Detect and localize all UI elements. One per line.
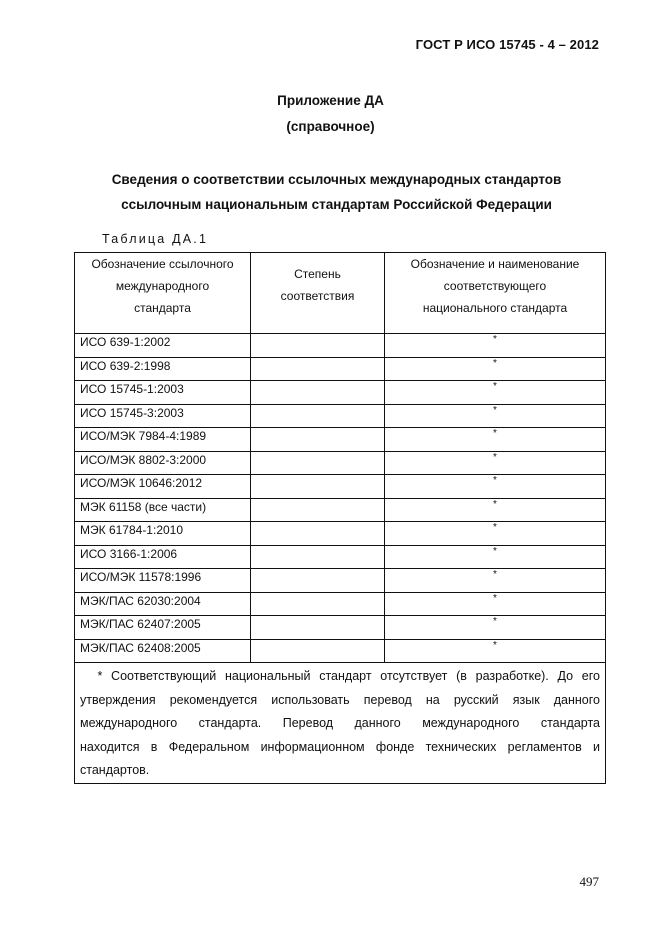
table-row (75, 451, 606, 475)
cell-designation: ИСО 3166-1:2006 (75, 545, 251, 569)
document-designation: ГОСТ Р ИСО 15745 - 4 – 2012 (415, 37, 599, 52)
column-header-line: международного (115, 279, 210, 293)
cell-designation: ИСО 15745-1:2003 (75, 381, 251, 405)
cell-national: * (385, 475, 606, 499)
cell-national: * (385, 592, 606, 616)
column-header-degree (251, 253, 385, 334)
cell-national: * (385, 545, 606, 569)
table-row (75, 569, 606, 593)
section-heading-line-1: Сведения о соответствии ссылочных международных стандартов (111, 172, 562, 187)
column-header-national (385, 253, 606, 334)
cell-designation: ИСО 15745-3:2003 (75, 404, 251, 428)
cell-national: * (385, 451, 606, 475)
table-row (75, 475, 606, 499)
footnote-line: международного стандарта. Перевод данного международного стандарта (80, 716, 600, 730)
cell-degree (251, 357, 385, 381)
footnote-line: стандартов. (80, 763, 150, 777)
table-caption: Таблица ДА.1 (102, 232, 209, 246)
column-header-line: национального стандарта (422, 301, 568, 315)
cell-degree (251, 404, 385, 428)
cell-designation: МЭК/ПАС 62407:2005 (75, 616, 251, 640)
cell-degree (251, 334, 385, 358)
section-heading (0, 167, 661, 217)
cell-national: * (385, 616, 606, 640)
table-row (75, 522, 606, 546)
correspondence-table (74, 252, 606, 784)
table-row (75, 381, 606, 405)
table-row (75, 428, 606, 452)
table-body (75, 334, 606, 784)
table-row (75, 404, 606, 428)
cell-designation: МЭК 61784-1:2010 (75, 522, 251, 546)
table-row (75, 616, 606, 640)
cell-degree (251, 639, 385, 663)
section-heading-line-2: ссылочным национальным стандартам Российской Федерации (121, 197, 552, 212)
cell-degree (251, 592, 385, 616)
cell-degree (251, 545, 385, 569)
page-number: 497 (579, 874, 599, 889)
table-note-row (75, 663, 606, 784)
cell-designation: ИСО/МЭК 11578:1996 (75, 569, 251, 593)
cell-degree (251, 569, 385, 593)
cell-designation: ИСО/МЭК 10646:2012 (75, 475, 251, 499)
cell-national: * (385, 522, 606, 546)
cell-degree (251, 522, 385, 546)
cell-designation: ИСО/МЭК 7984-4:1989 (75, 428, 251, 452)
cell-national: * (385, 569, 606, 593)
table-row (75, 498, 606, 522)
cell-national: * (385, 639, 606, 663)
cell-national: * (385, 334, 606, 358)
table-row (75, 639, 606, 663)
cell-designation: ИСО 639-2:1998 (75, 357, 251, 381)
footnote-line: находится в Федеральном информационном фонде технических регламентов и (80, 739, 600, 754)
column-header-line: соответствия (280, 289, 355, 303)
cell-national: * (385, 404, 606, 428)
footnote-line: утверждения рекомендуется использовать перевод на русский язык данного (80, 692, 600, 707)
column-header-designation (75, 253, 251, 334)
cell-degree (251, 475, 385, 499)
column-header-line: Обозначение ссылочного (91, 257, 234, 271)
footnote-line: * Соответствующий национальный стандарт отсутствует (в разработке). До его (80, 669, 600, 683)
cell-degree (251, 451, 385, 475)
column-header-line: стандарта (134, 301, 191, 315)
table-row (75, 357, 606, 381)
cell-designation: ИСО/МЭК 8802-3:2000 (75, 451, 251, 475)
cell-degree (251, 616, 385, 640)
column-header-line: Степень (294, 267, 341, 281)
column-header-line: соответствующего (443, 279, 547, 293)
table-row (75, 334, 606, 358)
cell-degree (251, 428, 385, 452)
cell-designation: МЭК/ПАС 62030:2004 (75, 592, 251, 616)
table-row (75, 592, 606, 616)
cell-national: * (385, 428, 606, 452)
table-footnote (75, 663, 606, 784)
cell-national: * (385, 381, 606, 405)
cell-designation: МЭК 61158 (все части) (75, 498, 251, 522)
table-row (75, 545, 606, 569)
cell-designation: МЭК/ПАС 62408:2005 (75, 639, 251, 663)
appendix-title: Приложение ДА (277, 93, 384, 108)
column-header-line: Обозначение и наименование (410, 257, 580, 271)
cell-national: * (385, 357, 606, 381)
cell-national: * (385, 498, 606, 522)
cell-designation: ИСО 639-1:2002 (75, 334, 251, 358)
table-header-row (75, 253, 606, 334)
appendix-subtitle: (справочное) (286, 119, 375, 134)
cell-degree (251, 381, 385, 405)
cell-degree (251, 498, 385, 522)
